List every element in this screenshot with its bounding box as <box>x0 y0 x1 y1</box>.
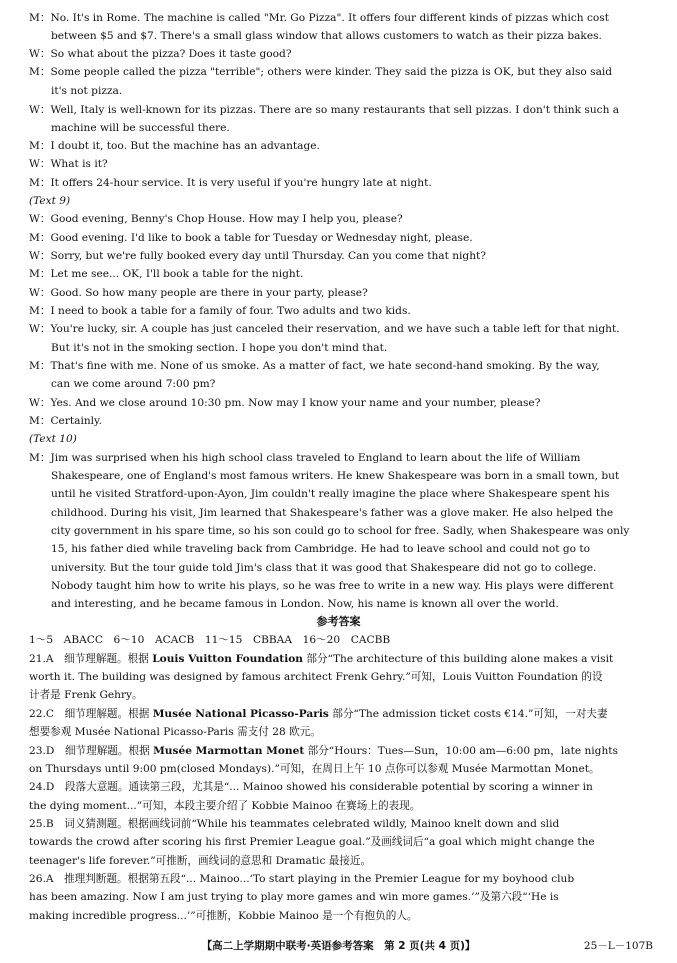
answer-23-section-name: Musée Marmottan Monet <box>153 745 305 757</box>
transcript-line: M：No. It's in Rome. The machine is called "Mr. Go Pizza". It offers four different kinds of pizzas which cost <box>29 12 609 24</box>
answer-21-line: 计者是 Frenk Gehry。 <box>29 689 143 701</box>
answer-24-line <box>29 780 653 794</box>
footer-code: 25－L－107B <box>583 940 653 952</box>
answer-23-text: 细节理解题。根据 <box>64 745 154 757</box>
answer-21-section-name: Louis Vuitton Foundation <box>152 653 303 665</box>
answer-21-text: 部分“The architecture of this building alone makes a visit <box>303 653 614 665</box>
text-9-heading: (Text 9) <box>29 195 71 207</box>
answer-22-section-name: Musée National Picasso-Paris <box>152 708 329 720</box>
answer-26-text: 推理判断题。根据第五段“... Mainoo...‘To start playing in the Premier League for my boyhood club <box>64 873 575 885</box>
transcript-line: M：Good evening. I'd like to book a table for Tuesday or Wednesday night, please. <box>29 232 473 244</box>
transcript-line: 15, his father died while traveling back from Cambridge. He had to leave school and could not go to <box>51 543 591 555</box>
answer-25-number: 25.B <box>29 818 54 830</box>
answer-21-number: 21.A <box>29 653 54 665</box>
answer-25-line: teenager's life forever.”可推断，画线词的意思和 Dramatic 最接近。 <box>29 855 372 867</box>
answer-24-line: the dying moment...”可知，本段主要介绍了 Kobbie Mainoo 在赛场上的表现。 <box>29 800 421 812</box>
transcript-line: W：Well, Italy is well-known for its pizzas. There are so many restaurants that sell pizzas. I don't think such a <box>29 104 620 116</box>
transcript-line: childhood. During his visit, Jim learned that Shakespeare's father was a glove maker. He also helped the <box>51 507 614 519</box>
answer-22-text: 部分“The admission ticket costs €14.”可知，一对夫妻 <box>328 708 608 720</box>
answer-24-number: 24.D <box>29 781 55 793</box>
answer-26-line: making incredible progress...’”可推断，Kobbie Mainoo 是一个有抱负的人。 <box>29 910 418 922</box>
transcript-line: W：Good evening, Benny's Chop House. How may I help you, please? <box>29 213 403 225</box>
transcript-line: Nobody taught him how to write his plays, so he was free to write in a new way. His plays were different <box>51 580 614 592</box>
transcript-line: between $5 and $7. There's a small glass window that allows customers to watch as their pizza bakes. <box>51 30 602 42</box>
answer-26-number: 26.A <box>29 873 54 885</box>
transcript-line: M：Jim was surprised when his high school class traveled to England to learn about the life of William <box>29 452 581 464</box>
answer-24-text: 段落大意题。通读第三段，尤其是“... Mainoo showed his considerable potential by scoring a winner in <box>64 781 593 793</box>
answer-25-line: towards the crowd after scoring his first Premier League goal.”及画线词后“a goal which might change the <box>29 836 595 848</box>
answer-23-line: on Thursdays until 9:00 pm(closed Mondays).”可知，在周日上午 10 点你可以参观 Musée Marmottan Monet。 <box>29 763 600 775</box>
footer-title: 【高二上学期期中联考·英语参考答案 第 2 页(共 4 页)】 <box>201 940 476 952</box>
transcript-line: city government in his spare time, so his son could go to school for free. Sadly, when Shakespeare was only <box>51 525 630 537</box>
transcript-line: W：Good. So how many people are there in your party, please? <box>29 287 368 299</box>
transcript-line: M：Let me see... OK, I'll book a table for the night. <box>29 268 304 280</box>
answer-22-line <box>29 707 653 721</box>
answer-25-text: 词义猜测题。根据画线词前“While his teammates celebrated wildly, Mainoo knelt down and slid <box>64 818 560 830</box>
answer-26-line: has been amazing. Now I am just trying to play more games and win more games.’”及第六段“‘He is <box>29 891 559 903</box>
transcript-line: and interesting, and he became famous in London. Now, his name is known all over the world. <box>51 598 559 610</box>
transcript-line: until he visited Stratford-upon-Ayon, Jim couldn't really imagine the place where Shakespeare spent his <box>51 488 610 500</box>
transcript-line: Shakespeare, one of England's most famous writers. He knew Shakespeare was born in a small town, but <box>51 470 620 482</box>
answer-23-text: 部分“Hours：Tues—Sun，10:00 am—6:00 pm，late nights <box>304 745 618 757</box>
transcript-line: M：I need to book a table for a family of four. Two adults and two kids. <box>29 305 411 317</box>
transcript-line: W：What is it? <box>29 158 108 170</box>
transcript-line: M：I doubt it, too. But the machine has an advantage. <box>29 140 320 152</box>
answer-23-line <box>29 744 653 758</box>
answer-26-line <box>29 872 653 886</box>
transcript-line: But it's not in the smoking section. I hope you don't mind that. <box>51 342 388 354</box>
answer-22-number: 22.C <box>29 708 54 720</box>
answer-21-line <box>29 652 653 666</box>
transcript-line: it's not pizza. <box>51 85 123 97</box>
transcript-line: M：Some people called the pizza "terrible"; others were kinder. They said the pizza is OK, but they also said <box>29 66 613 78</box>
transcript-line: W：You're lucky, sir. A couple has just canceled their reservation, and we have such a table left for that night. <box>29 323 620 335</box>
answer-21-line: worth it. The building was designed by famous architect Frenk Gehry.”可知，Louis Vuitton Foundation 的设 <box>29 671 603 683</box>
answer-key-line: 1～5 ABACC 6～10 ACACB 11～15 CBBAA 16～20 CACBB <box>29 634 391 646</box>
answer-25-line <box>29 817 653 831</box>
answer-22-line: 想要参观 Musée National Picasso-Paris 需支付 28 欧元。 <box>29 726 321 738</box>
answer-23-number: 23.D <box>29 745 55 757</box>
transcript-line: M：Certainly. <box>29 415 102 427</box>
answer-21-text: 细节理解题。根据 <box>64 653 153 665</box>
page-footer <box>0 938 677 954</box>
transcript-line: M：It offers 24-hour service. It is very useful if you're hungry late at night. <box>29 177 432 189</box>
transcript-line: W：So what about the pizza? Does it taste good? <box>29 48 292 60</box>
transcript-line: machine will be successful there. <box>51 122 230 134</box>
answer-22-text: 细节理解题。根据 <box>64 708 153 720</box>
transcript-line: university. But the tour guide told Jim's class that it was good that Shakespeare did not go to college. <box>51 562 597 574</box>
transcript-line: M：That's fine with me. None of us smoke. As a matter of fact, we hate second-hand smoking. By the way, <box>29 360 600 372</box>
transcript-line: W：Sorry, but we're fully booked every day until Thursday. Can you come that night? <box>29 250 486 262</box>
transcript-line: W：Yes. And we close around 10:30 pm. Now may I know your name and your number, please? <box>29 397 541 409</box>
answers-heading: 参考答案 <box>316 615 361 628</box>
transcript-line: can we come around 7:00 pm? <box>51 378 216 390</box>
text-10-heading: (Text 10) <box>29 433 77 445</box>
